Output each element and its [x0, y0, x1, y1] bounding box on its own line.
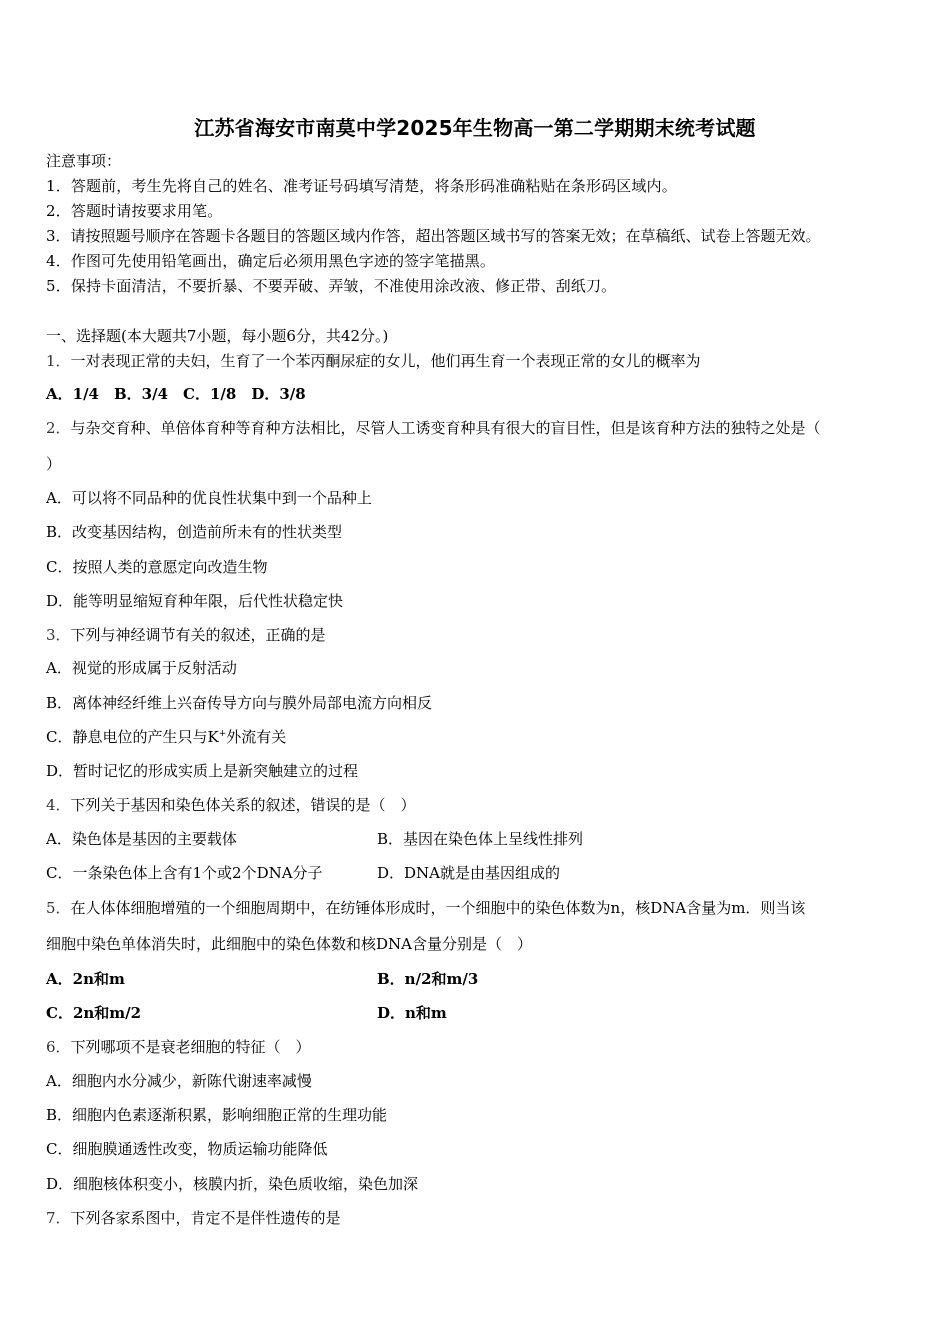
question-number: 7．	[46, 1209, 71, 1227]
question-5	[46, 898, 805, 918]
section-heading: 一、选择题(本大题共7小题，每小题6分，共42分。)	[46, 327, 389, 345]
question-7	[46, 1208, 341, 1228]
question-stem: 下列关于基因和染色体关系的叙述，错误的是（ ）	[70, 796, 416, 814]
option-d: D．能等明显缩短育种年限，后代性状稳定快	[46, 592, 344, 610]
notice-heading: 注意事项：	[46, 152, 122, 170]
option-c: C．一条染色体上含有1个或2个DNA分子	[46, 864, 323, 882]
option-b: B．n/2和m/3	[377, 970, 479, 988]
question-number: 4．	[46, 796, 71, 814]
exam-title: 江苏省海安市南莫中学2025年生物高一第二学期期末统考试题	[194, 116, 756, 140]
question-stem: 一对表现正常的夫妇，生育了一个苯丙酮尿症的女儿，他们再生育一个表现正常的女儿的概率为	[70, 352, 701, 370]
question-stem-continuation: ）	[46, 455, 62, 473]
question-number: 2．	[46, 419, 71, 437]
question-stem: 下列各家系图中，肯定不是伴性遗传的是	[70, 1209, 341, 1227]
question-6	[46, 1037, 311, 1057]
option-d: D．细胞核体积变小，核膜内折，染色质收缩，染色加深	[46, 1175, 419, 1193]
option-b: B．基因在染色体上呈线性排列	[377, 830, 584, 848]
question-1	[46, 351, 701, 371]
question-number: 1．	[46, 352, 71, 370]
option-b: B．离体神经纤维上兴奋传导方向与膜外局部电流方向相反	[46, 694, 433, 712]
question-number: 6．	[46, 1038, 71, 1056]
question-1-options: A．1/4 B．3/4 C．1/8 D．3/8	[46, 385, 306, 403]
option-a: A．细胞内水分减少，新陈代谢速率减慢	[46, 1072, 312, 1090]
question-3	[46, 625, 326, 645]
notice-item: 2．答题时请按要求用笔。	[46, 202, 223, 220]
option-c: C．细胞膜通透性改变，物质运输功能降低	[46, 1140, 328, 1158]
question-2	[46, 418, 821, 438]
option-b: B．改变基因结构，创造前所未有的性状类型	[46, 523, 343, 541]
notice-item: 5．保持卡面清洁，不要折暴、不要弄破、弄皱，不准使用涂改液、修正带、刮纸刀。	[46, 277, 617, 295]
question-stem: 在人体体细胞增殖的一个细胞周期中，在纺锤体形成时，一个细胞中的染色体数为n，核DNA含量为m．则当该	[70, 899, 806, 917]
question-stem: 与杂交育种、单倍体育种等育种方法相比，尽管人工诱变育种具有很大的盲目性，但是该育种方法的独特之处是（	[70, 419, 821, 437]
option-a: A．染色体是基因的主要载体	[46, 830, 237, 848]
option-d: D．DNA就是由基因组成的	[377, 864, 561, 882]
question-stem: 下列与神经调节有关的叙述，正确的是	[70, 626, 326, 644]
question-number: 3．	[46, 626, 71, 644]
option-c: C．按照人类的意愿定向改造生物	[46, 558, 268, 576]
option-a: A．可以将不同品种的优良性状集中到一个品种上	[46, 489, 372, 507]
option-c: C．2n和m/2	[46, 1004, 142, 1022]
notice-item: 3．请按照题号顺序在答题卡各题目的答题区域内作答，超出答题区域书写的答案无效；在草稿纸、试卷上答题无效。	[46, 227, 821, 245]
notice-item: 1．答题前，考生先将自己的姓名、准考证号码填写清楚，将条形码准确粘贴在条形码区域内。	[46, 177, 677, 195]
question-number: 5．	[46, 899, 71, 917]
question-stem: 下列哪项不是衰老细胞的特征（ ）	[70, 1038, 311, 1056]
option-d: D．n和m	[377, 1004, 447, 1022]
option-a: A．2n和m	[46, 970, 125, 988]
option-c: C．静息电位的产生只与K+外流有关	[46, 728, 287, 746]
option-d: D．暂时记忆的形成实质上是新突触建立的过程	[46, 762, 359, 780]
option-a: A．视觉的形成属于反射活动	[46, 659, 237, 677]
option-b: B．细胞内色素逐渐积累，影响细胞正常的生理功能	[46, 1106, 388, 1124]
question-stem-continuation: 细胞中染色单体消失时，此细胞中的染色体数和核DNA含量分别是（ ）	[46, 935, 532, 953]
question-4	[46, 795, 416, 815]
notice-item: 4．作图可先使用铅笔画出，确定后必须用黑色字迹的签字笔描黑。	[46, 252, 496, 270]
